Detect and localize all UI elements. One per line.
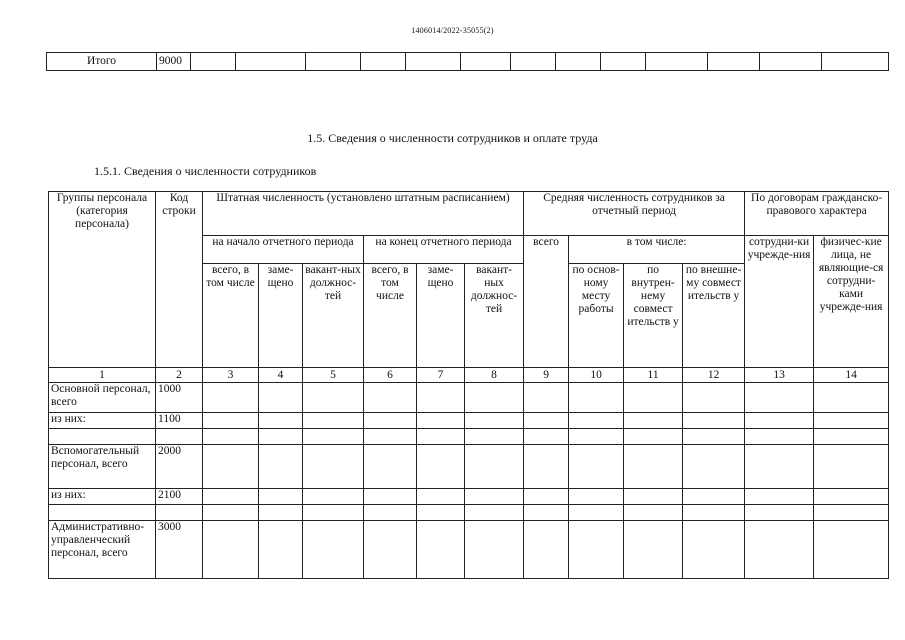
row-code: 2100 [156,489,203,505]
column-number: 14 [814,368,889,383]
header-start: на начало отчетного периода [203,236,364,264]
column-number: 8 [465,368,524,383]
header-code: Код строки [156,192,203,368]
header-average: Средняя численность сотрудников за отчетный период [524,192,745,236]
row-code: 2000 [156,445,203,489]
column-number: 6 [364,368,417,383]
header-end-filled: заме-щено [417,264,465,368]
total-code: 9000 [157,53,191,71]
column-numbers-row [49,368,889,383]
header-end: на конец отчетного периода [364,236,524,264]
column-number: 12 [683,368,745,383]
header-main-job: по основ-ному месту работы [569,264,624,368]
row-label: из них: [49,413,156,429]
section-title: 1.5. Сведения о численности сотрудников и оплате труда [307,131,598,145]
header-contracts: По договорам гражданско-правового характера [745,192,889,236]
header-individuals: физичес-кие лица, не являющие-ся сотрудни-ками учрежде-ния [814,236,889,368]
column-number: 4 [259,368,303,383]
header-staff: Штатная численность (установлено штатным расписанием) [203,192,524,236]
header-external: по внешне-му совмест ительств у [683,264,745,368]
row-code: 3000 [156,521,203,579]
header-start-vacant: вакант-ных должнос-тей [303,264,364,368]
column-number: 10 [569,368,624,383]
row-code: 1100 [156,413,203,429]
header-incl: в том числе: [569,236,745,264]
document-id: 1406014/2022-35055(2) [411,26,494,35]
column-number: 11 [624,368,683,383]
column-number: 13 [745,368,814,383]
column-number: 9 [524,368,569,383]
row-label: Административно-управленческий персонал, всего [49,521,156,579]
header-avg-total: всего [524,236,569,368]
subsection-title: 1.5.1. Сведения о численности сотрудников [94,164,317,178]
header-end-vacant: вакант-ных должнос-тей [465,264,524,368]
table-row [49,413,889,429]
table-row [49,489,889,505]
column-number: 3 [203,368,259,383]
column-number: 2 [156,368,203,383]
table-row [49,505,889,521]
table-row [49,383,889,413]
total-table [46,52,889,71]
total-label: Итого [47,53,157,71]
header-end-total: всего, в том числе [364,264,417,368]
column-number: 7 [417,368,465,383]
header-employees: сотрудни-ки учрежде-ния [745,236,814,368]
row-code: 1000 [156,383,203,413]
table-row [49,521,889,579]
header-start-total: всего, в том числе [203,264,259,368]
column-number: 5 [303,368,364,383]
row-label: из них: [49,489,156,505]
header-internal: по внутрен-нему совмест ительств у [624,264,683,368]
row-label: Вспомогательный персонал, всего [49,445,156,489]
header-group: Группы персонала (категория персонала) [49,192,156,368]
column-number: 1 [49,368,156,383]
table-row [49,429,889,445]
header-start-filled: заме-щено [259,264,303,368]
total-row [47,53,889,71]
row-label: Основной персонал, всего [49,383,156,413]
staff-table [48,191,889,579]
table-row [49,445,889,489]
